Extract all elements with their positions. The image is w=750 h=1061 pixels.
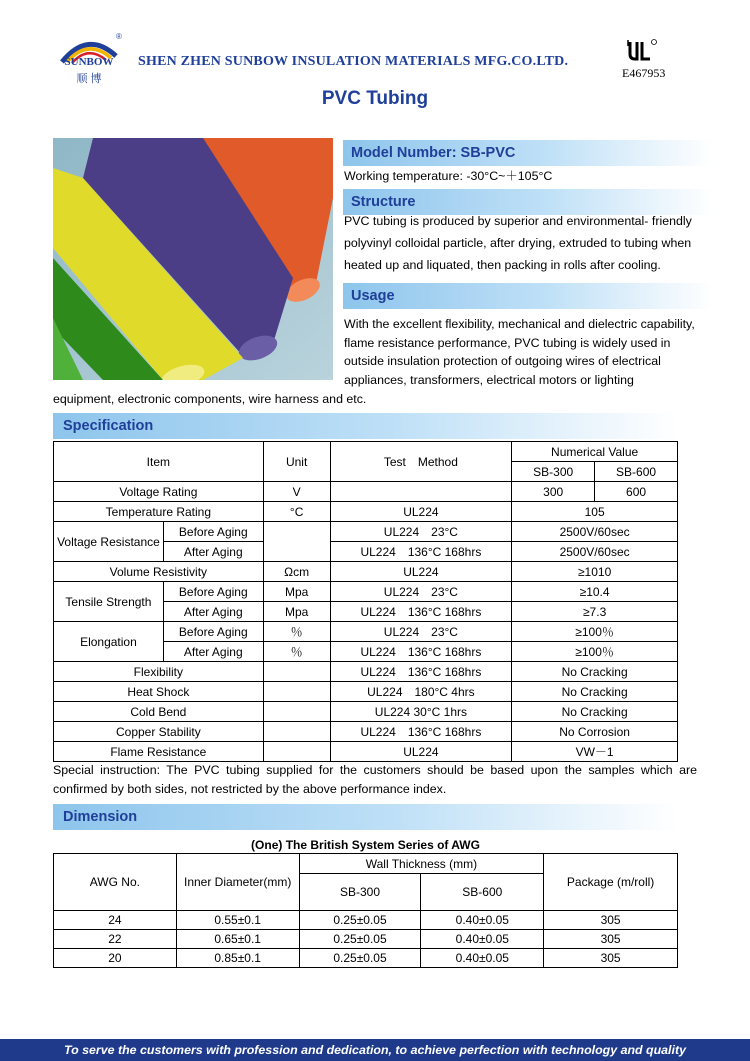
cell-sb300: 0.25±0.05 — [299, 930, 421, 949]
cell-value: ≥7.3 — [512, 602, 678, 622]
cell-method: UL224 30°C 1hrs — [330, 702, 512, 722]
cell-subitem: Before Aging — [163, 582, 263, 602]
working-temperature: Working temperature: -30°C~＋105°C — [344, 169, 553, 183]
header-inner-diameter: Inner Diameter(mm) — [176, 854, 299, 911]
certificate-number: E467953 — [622, 66, 666, 80]
table-row — [54, 949, 678, 968]
cell-item: Temperature Rating — [54, 502, 264, 522]
cell-value: ≥100％ — [512, 622, 678, 642]
cell-unit — [263, 702, 330, 722]
structure-heading: Structure — [351, 194, 416, 210]
specification-heading-bar — [53, 413, 678, 439]
cell-unit: ％ — [263, 642, 330, 662]
header-sb300: SB-300 — [299, 874, 421, 911]
dimension-heading: Dimension — [63, 809, 138, 825]
cell-item: Flame Resistance — [54, 742, 264, 762]
cell-inner-diameter: 0.65±0.1 — [176, 930, 299, 949]
cell-unit — [263, 682, 330, 702]
dimension-heading-bar — [53, 804, 678, 830]
cell-subitem: Before Aging — [163, 522, 263, 542]
dimension-caption: (One) The British System Series of AWG — [251, 838, 480, 852]
cell-value: 2500V/60sec — [512, 522, 678, 542]
header-sb300: SB-300 — [512, 462, 595, 482]
cell-awg: 24 — [54, 911, 177, 930]
cell-method: UL224 180°C 4hrs — [330, 682, 512, 702]
cell-value-sb600: 600 — [595, 482, 678, 502]
cell-item: Voltage Rating — [54, 482, 264, 502]
ul-logo-icon — [626, 38, 658, 64]
table-header-row — [54, 442, 678, 462]
cell-value: 105 — [512, 502, 678, 522]
table-header-row — [54, 854, 678, 874]
usage-last-line: equipment, electronic components, wire harness and etc. — [53, 392, 367, 406]
table-row — [54, 930, 678, 949]
model-heading-bar — [343, 140, 713, 166]
page-title: PVC Tubing — [321, 88, 429, 109]
footer-slogan: To serve the customers with profession and dedication, to achieve perfection with technology and quality — [0, 1039, 750, 1061]
company-logo — [56, 32, 122, 84]
table-row — [54, 582, 678, 602]
cell-method: UL224 — [330, 502, 512, 522]
header-package: Package (m/roll) — [544, 854, 678, 911]
cell-sb600: 0.40±0.05 — [421, 930, 544, 949]
cell-value: 2500V/60sec — [512, 542, 678, 562]
header-sb600: SB-600 — [595, 462, 678, 482]
company-name: SHEN ZHEN SUNBOW INSULATION MATERIALS MFG.CO.LTD. — [138, 54, 569, 69]
table-row — [54, 522, 678, 542]
cell-unit — [263, 662, 330, 682]
header-wall-thickness: Wall Thickness (mm) — [299, 854, 544, 874]
logo-chinese: 顺 博 — [76, 73, 102, 85]
specification-table — [53, 441, 678, 762]
cell-unit: °C — [263, 502, 330, 522]
cell-sb600: 0.40±0.05 — [421, 949, 544, 968]
header-test-method: Test Method — [330, 442, 512, 482]
cell-package: 305 — [544, 911, 678, 930]
cell-value: VW－1 — [512, 742, 678, 762]
cell-unit: Mpa — [263, 582, 330, 602]
cell-sb600: 0.40±0.05 — [421, 911, 544, 930]
usage-text — [344, 315, 695, 389]
cell-item: Copper Stability — [54, 722, 264, 742]
cell-unit: Ωcm — [263, 562, 330, 582]
special-instruction: Special instruction: The PVC tubing supplied for the customers should be based upon the samples which are confirmed by both sides, not restricted by the above performance index. — [53, 763, 697, 796]
cell-method: UL224 136°C 168hrs — [330, 542, 512, 562]
cell-unit — [263, 742, 330, 762]
table-row — [54, 702, 678, 722]
cell-item: Volume Resistivity — [54, 562, 264, 582]
header-awg: AWG No. — [54, 854, 177, 911]
usage-line: outside insulation protection of outgoing wires of electrical — [344, 354, 661, 369]
cell-item: Tensile Strength — [54, 582, 164, 622]
cell-method: UL224 136°C 168hrs — [330, 722, 512, 742]
usage-heading-bar — [343, 283, 713, 309]
cell-subitem: After Aging — [163, 542, 263, 562]
header-unit: Unit — [263, 442, 330, 482]
structure-text — [344, 210, 692, 276]
cell-value-sb300: 300 — [512, 482, 595, 502]
usage-heading: Usage — [351, 288, 395, 304]
cell-method — [330, 482, 512, 502]
header-numerical-value: Numerical Value — [512, 442, 678, 462]
cell-subitem: After Aging — [163, 602, 263, 622]
usage-line: appliances, transformers, electrical motors or lighting — [344, 372, 634, 387]
structure-line: PVC tubing is produced by superior and environmental- friendly — [344, 214, 692, 228]
table-row — [54, 722, 678, 742]
cell-inner-diameter: 0.55±0.1 — [176, 911, 299, 930]
ul-certification-mark — [626, 38, 658, 64]
cell-value: ≥10.4 — [512, 582, 678, 602]
cell-item: Elongation — [54, 622, 164, 662]
product-photo — [53, 138, 333, 380]
cell-item: Heat Shock — [54, 682, 264, 702]
cell-value: ≥1010 — [512, 562, 678, 582]
cell-unit — [263, 522, 330, 562]
cell-value: No Cracking — [512, 682, 678, 702]
cell-value: ≥100％ — [512, 642, 678, 662]
cell-method: UL224 23°C — [330, 582, 512, 602]
cell-method: UL224 — [330, 742, 512, 762]
cell-subitem: After Aging — [163, 642, 263, 662]
usage-line: With the excellent flexibility, mechanical and dielectric capability, — [344, 317, 695, 331]
cell-item: Voltage Resistance — [54, 522, 164, 562]
cell-awg: 22 — [54, 930, 177, 949]
specification-heading: Specification — [63, 418, 154, 434]
cell-sb300: 0.25±0.05 — [299, 911, 421, 930]
cell-method: UL224 136°C 168hrs — [330, 642, 512, 662]
cell-method: UL224 — [330, 562, 512, 582]
cell-package: 305 — [544, 949, 678, 968]
table-row — [54, 662, 678, 682]
cell-inner-diameter: 0.85±0.1 — [176, 949, 299, 968]
table-row — [54, 682, 678, 702]
table-row — [54, 502, 678, 522]
cell-unit: ％ — [263, 622, 330, 642]
structure-line: heated up and liquated, then packing in rolls after cooling. — [344, 258, 661, 272]
table-row — [54, 622, 678, 642]
cell-item: Cold Bend — [54, 702, 264, 722]
dimension-table — [53, 853, 678, 968]
cell-method: UL224 136°C 168hrs — [330, 662, 512, 682]
header-item: Item — [54, 442, 264, 482]
cell-package: 305 — [544, 930, 678, 949]
cell-unit: V — [263, 482, 330, 502]
cell-subitem: Before Aging — [163, 622, 263, 642]
cell-unit — [263, 722, 330, 742]
table-row — [54, 482, 678, 502]
cell-sb300: 0.25±0.05 — [299, 949, 421, 968]
cell-value: No Cracking — [512, 662, 678, 682]
cell-method: UL224 23°C — [330, 622, 512, 642]
usage-line: flame resistance performance, PVC tubing is widely used in — [344, 335, 671, 350]
logo-text: SUNBOW — [64, 56, 114, 68]
table-row — [54, 562, 678, 582]
model-heading: Model Number: SB-PVC — [351, 145, 516, 161]
cell-value: No Cracking — [512, 702, 678, 722]
cell-method: UL224 23°C — [330, 522, 512, 542]
cell-method: UL224 136°C 168hrs — [330, 602, 512, 622]
cell-value: No Corrosion — [512, 722, 678, 742]
header-sb600: SB-600 — [421, 874, 544, 911]
pvc-tubes-image — [53, 138, 333, 380]
structure-line: polyvinyl colloidal particle, after drying, extruded to tubing when — [344, 236, 692, 250]
registered-mark: ® — [116, 32, 122, 41]
table-row — [54, 911, 678, 930]
cell-item: Flexibility — [54, 662, 264, 682]
cell-unit: Mpa — [263, 602, 330, 622]
cell-awg: 20 — [54, 949, 177, 968]
table-row — [54, 742, 678, 762]
